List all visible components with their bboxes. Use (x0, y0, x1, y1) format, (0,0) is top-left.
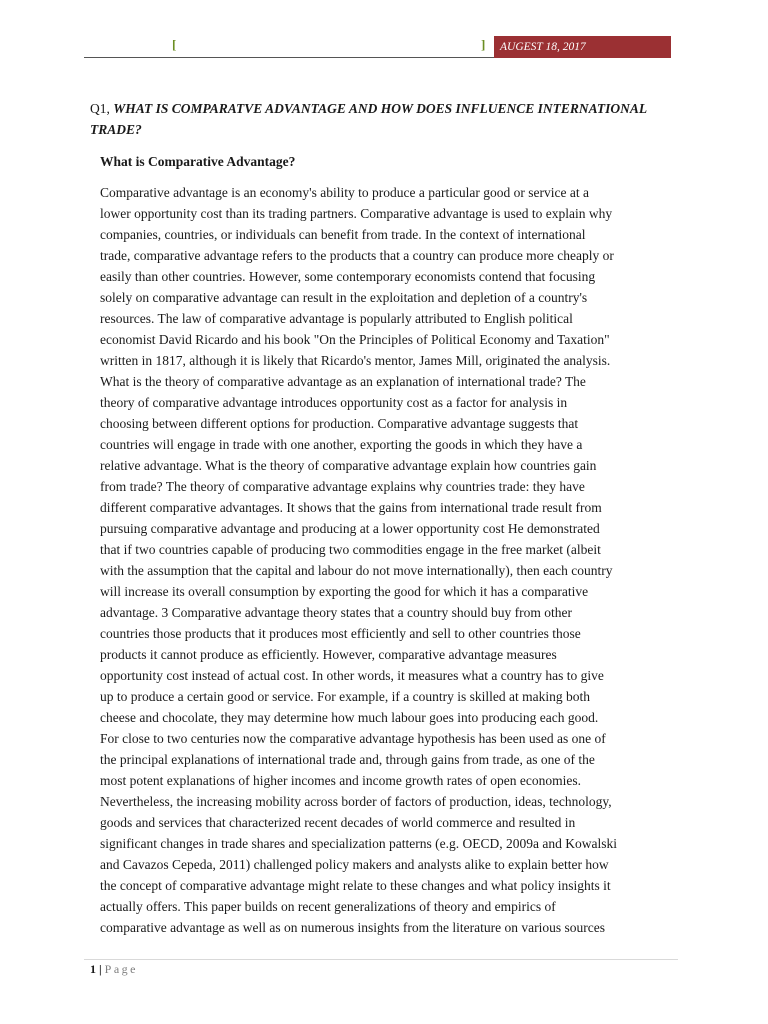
page-footer (90, 961, 138, 977)
body-line: trade, comparative advantage refers to the products that a country can produce more cheaply or (100, 248, 614, 263)
body-line: opportunity cost instead of actual cost. In other words, it measures what a country has to give (100, 668, 604, 683)
body-line: products it cannot produce as efficiently. However, comparative advantage measures (100, 647, 557, 662)
header-date: AUGEST 18, 2017 (494, 36, 671, 58)
body-line: cheese and chocolate, they may determine how much labour goes into producing each good. (100, 710, 599, 725)
question-text: WHAT IS COMPARATVE ADVANTAGE AND HOW DOES INFLUENCE INTERNATIONAL TRADE? (90, 101, 647, 137)
body-line: What is the theory of comparative advantage as an explanation of international trade? The (100, 374, 586, 389)
body-paragraph (100, 182, 680, 938)
page-label: Page (104, 962, 138, 976)
body-line: companies, countries, or individuals can benefit from trade. In the context of international (100, 227, 586, 242)
body-line: choosing between different options for production. Comparative advantage suggests that (100, 416, 579, 431)
body-line: will increase its overall consumption by exporting the good for which it has a comparative (100, 584, 589, 599)
body-line: up to produce a certain good or service. For example, if a country is skilled at making both (100, 689, 590, 704)
header-bracket-left: [ (172, 37, 177, 52)
header-rule (84, 57, 494, 58)
page-header (84, 36, 671, 58)
body-line: relative advantage. What is the theory of comparative advantage explain how countries gain (100, 458, 597, 473)
header-bracket-right: ] (481, 37, 486, 52)
page-number: 1 (90, 962, 96, 976)
body-line: Comparative advantage is an economy's ability to produce a particular good or service at a (100, 185, 590, 200)
body-line: countries will engage in trade with one another, exporting the goods in which they have a (100, 437, 583, 452)
body-line: significant changes in trade shares and specialization patterns (e.g. OECD, 2009a and Kowalski (100, 836, 617, 851)
body-line: comparative advantage as well as on numerous insights from the literature on various sources (100, 920, 605, 935)
body-line: the principal explanations of international trade and, through gains from trade, as one of the (100, 752, 595, 767)
body-line: from trade? The theory of comparative advantage explains why countries trade: they have (100, 479, 585, 494)
body-line: goods and services that characterized recent decades of world commerce and resulted in (100, 815, 576, 830)
section-heading: What is Comparative Advantage? (100, 154, 296, 169)
body-line: pursuing comparative advantage and producing at a lower opportunity cost He demonstrated (100, 521, 600, 536)
body-line: the concept of comparative advantage might relate to these changes and what policy insights it (100, 878, 611, 893)
body-line: with the assumption that the capital and labour do not move internationally), then each country (100, 563, 613, 578)
question-number: Q1, (90, 101, 110, 116)
body-line: resources. The law of comparative advantage is popularly attributed to English political (100, 311, 573, 326)
body-line: economist David Ricardo and his book "On the Principles of Political Economy and Taxation" (100, 332, 610, 347)
body-line: advantage. 3 Comparative advantage theory states that a country should buy from other (100, 605, 572, 620)
body-line: and Cavazos Cepeda, 2011) challenged policy makers and analysts alike to explain better how (100, 857, 609, 872)
body-line: easily than other countries. However, some contemporary economists contend that focusing (100, 269, 596, 284)
body-line: that if two countries capable of producing two commodities engage in the free market (albeit (100, 542, 601, 557)
body-line: solely on comparative advantage can result in the exploitation and depletion of a country's (100, 290, 588, 305)
body-line: different comparative advantages. It shows that the gains from international trade result from (100, 500, 602, 515)
footer-rule (84, 959, 678, 960)
body-line: actually offers. This paper builds on recent generalizations of theory and empirics of (100, 899, 556, 914)
body-line: most potent explanations of higher incomes and income growth rates of open economies. (100, 773, 582, 788)
body-line: lower opportunity cost than its trading partners. Comparative advantage is used to explain why (100, 206, 613, 221)
body-line: countries those products that it produces most efficiently and sell to other countries those (100, 626, 581, 641)
body-line: written in 1817, although it is likely that Ricardo's mentor, James Mill, originated the analysis. (100, 353, 611, 368)
body-line: Nevertheless, the increasing mobility across border of factors of production, ideas, technology, (100, 794, 612, 809)
body-line: theory of comparative advantage introduces opportunity cost as a factor for analysis in (100, 395, 568, 410)
footer-separator: | (99, 962, 102, 976)
body-line: For close to two centuries now the comparative advantage hypothesis has been used as one of (100, 731, 606, 746)
question-title (90, 98, 690, 140)
